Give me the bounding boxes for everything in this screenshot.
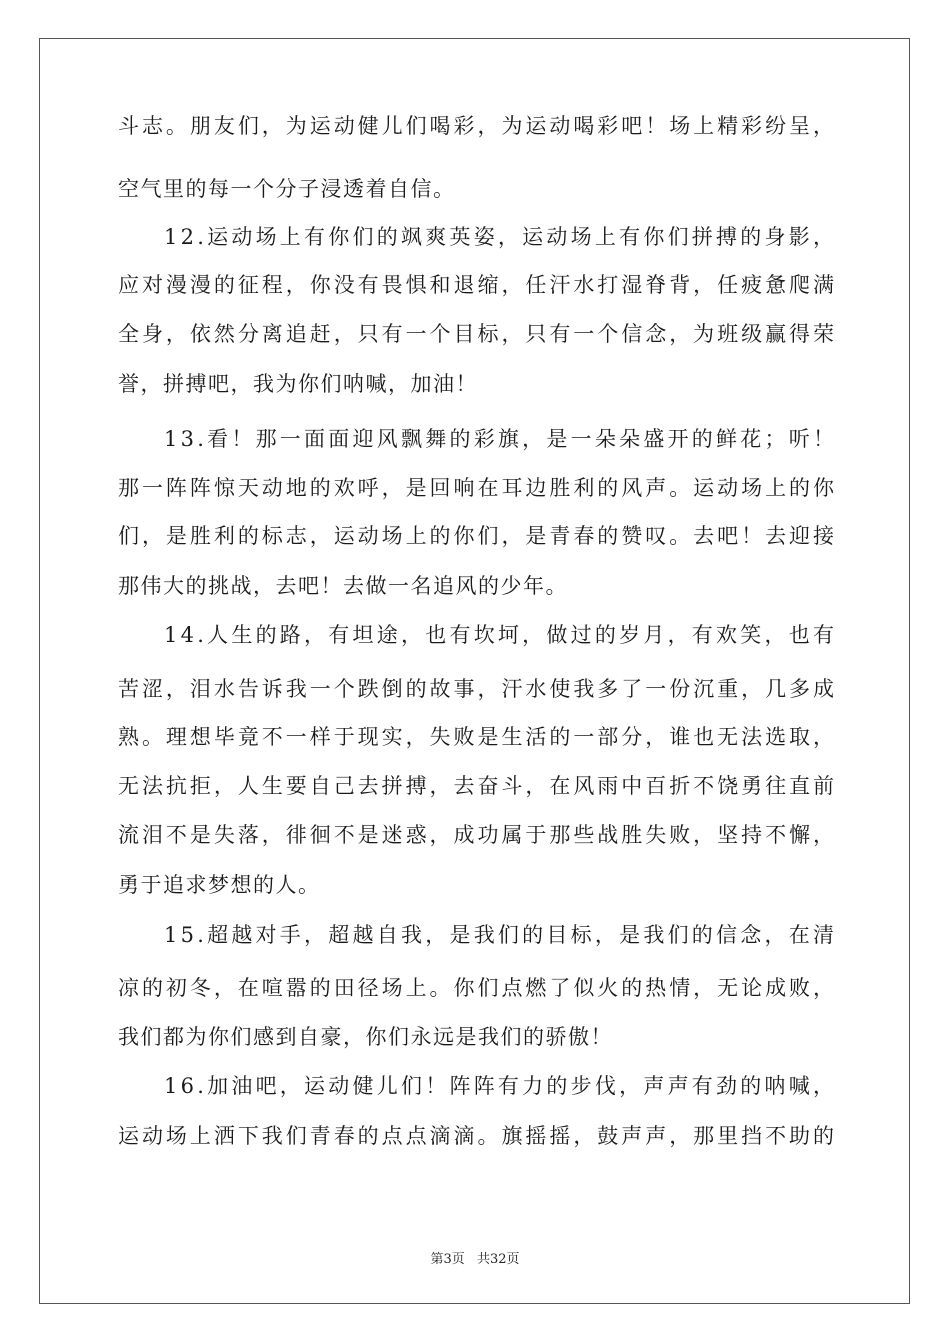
text-line: 13.看！那一面面迎风飘舞的彩旗，是一朵朵盛开的鲜花；听！ [164,427,838,451]
text-line: 勇于追求梦想的人。 [118,873,321,897]
text-line: 我们都为你们感到自豪，你们永远是我们的骄傲！ [118,1025,613,1049]
text-line: 12.运动场上有你们的飒爽英姿，运动场上有你们拼搏的身影， [164,225,838,249]
text-line: 15.超越对手，超越自我，是我们的目标，是我们的信念，在清 [164,923,838,947]
page-total: 共32页 [476,1252,520,1267]
page-number: 第3页 [430,1252,465,1267]
text-line: 16.加油吧，运动健儿们！阵阵有力的步伐，声声有劲的呐喊， [164,1074,838,1098]
text-line: 14.人生的路，有坦途，也有坎坷，做过的岁月，有欢笑，也有 [164,623,838,647]
text-line: 斗志。朋友们，为运动健儿们喝彩，为运动喝彩吧！场上精彩纷呈， [118,114,837,138]
text-line: 那一阵阵惊天动地的欢呼，是回响在耳边胜利的风声。运动场上的你 [118,476,837,500]
text-line: 苦涩，泪水告诉我一个跌倒的故事，汗水使我多了一份沉重，几多成 [118,677,837,701]
text-line: 们，是胜利的标志，运动场上的你们，是青春的赞叹。去吧！去迎接 [118,524,837,548]
text-line: 全身，依然分离追赶，只有一个目标，只有一个信念，为班级赢得荣 [118,322,837,346]
page-footer [0,1248,950,1267]
text-line: 熟。理想毕竟不一样于现实，失败是生活的一部分，谁也无法选取， [118,725,837,749]
text-line: 应对漫漫的征程，你没有畏惧和退缩，任汗水打湿脊背，任疲惫爬满 [118,273,837,297]
text-line: 流泪不是失落，徘徊不是迷惑，成功属于那些战胜失败，坚持不懈， [118,823,837,847]
text-line: 运动场上洒下我们青春的点点滴滴。旗摇摇，鼓声声，那里挡不助的 [118,1124,837,1148]
text-line: 那伟大的挑战，去吧！去做一名追风的少年。 [118,574,568,598]
text-line: 誉，拼搏吧，我为你们呐喊，加油！ [118,372,478,396]
text-line: 无法抗拒，人生要自己去拼搏，去奋斗，在风雨中百折不饶勇往直前 [118,774,837,798]
text-line: 凉的初冬，在喧嚣的田径场上。你们点燃了似火的热情，无论成败， [118,976,837,1000]
text-line: 空气里的每一个分子浸透着自信。 [118,177,456,201]
